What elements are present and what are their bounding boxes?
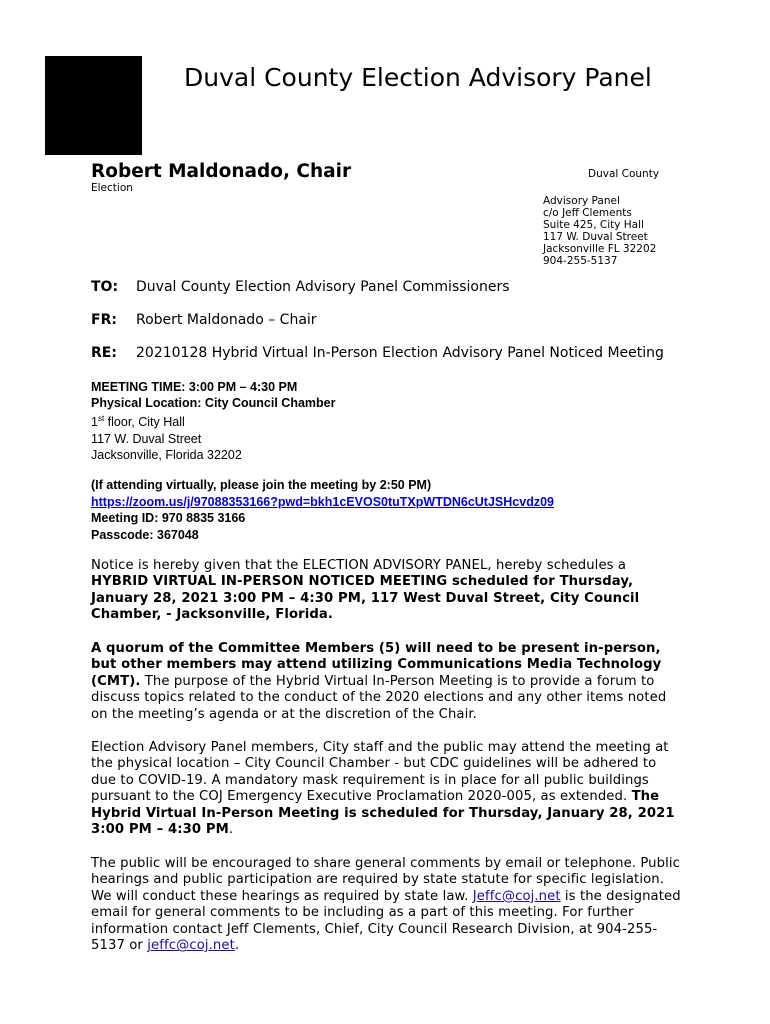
page-title: Duval County Election Advisory Panel [184, 63, 652, 92]
address-line: Jacksonville FL 32202 [543, 243, 657, 256]
meeting-time: MEETING TIME: 3:00 PM – 4:30 PM [91, 380, 298, 394]
memo-from-key: FR: [91, 312, 117, 328]
street-line: 117 W. Duval Street [91, 431, 202, 446]
public-comment-text: The public will be encouraged to share general comments by email or telephone. Public hearings and public participation are required by state statute for specific legislation. We will conduct these hearings as required by state law. [91, 856, 680, 904]
virtual-note: (If attending virtually, please join the meeting by 2:50 PM) [91, 478, 432, 492]
address-line: 904-255-5137 [543, 255, 618, 268]
notice-bold-text: HYBRID VIRTUAL IN-PERSON NOTICED MEETING scheduled for Thursday, January 28, 2021 3:00 PM – 4:30 PM, 117 West Duval Street, City Council Chamber, - Jacksonville, Florida. [91, 574, 640, 623]
floor-rest: floor, City Hall [104, 415, 185, 430]
floor-suffix: st [97, 414, 105, 424]
memo-from-row [91, 312, 317, 328]
attendance-text: Election Advisory Panel members, City staff and the public may attend the meeting at the physical location – City Council Chamber - but CDC guidelines will be adhered to due to COVID-19. A mandatory mask requirement is in place for all public buildings pursuant to the COJ Emergency Executive Proclamation 2020-005, as extended. [91, 740, 669, 805]
floor-number: 1 [91, 415, 98, 430]
address-line: Advisory Panel [543, 195, 620, 207]
memo-from-value: Robert Maldonado – Chair [136, 312, 317, 328]
attendance-bold-text: The Hybrid Virtual In-Person Meeting is scheduled for Thursday, January 28, 2021 3:00 PM – 4:30 PM [91, 789, 675, 838]
physical-location: Physical Location: City Council Chamber [91, 396, 336, 411]
meeting-details [91, 379, 336, 463]
notice-text: Notice is hereby given that the ELECTION ADVISORY PANEL, hereby schedules a [91, 558, 627, 573]
passcode: Passcode: 367048 [91, 527, 199, 542]
address-block [543, 195, 656, 268]
city-line: Jacksonville, Florida 32202 [91, 447, 242, 462]
virtual-details [91, 477, 554, 543]
header-election: Election [91, 182, 133, 194]
floor-line [91, 411, 336, 430]
address-line: c/o Jeff Clements [543, 207, 632, 220]
zoom-link[interactable]: https://zoom.us/j/97088353166?pwd=bkh1cEVOS0tuTXpWTDN6cUtJSHcvdz09 [91, 494, 554, 509]
public-comment-text-2: is the designated email for general comments to be including as a part of this meeting. For further information contact Jeff Clements, Chief, City Council Research Division, at 904-255-5137 or [91, 888, 681, 954]
address-line: Suite 425, City Hall [543, 219, 644, 232]
email-link[interactable]: Jeffc@coj.net [472, 888, 561, 904]
public-comment-paragraph [91, 856, 681, 955]
quorum-paragraph [91, 641, 681, 723]
notice-paragraph [91, 558, 681, 624]
header-county: Duval County [588, 168, 660, 180]
meeting-id: Meeting ID: 970 8835 3166 [91, 511, 246, 526]
quorum-text: The purpose of the Hybrid Virtual In-Person Meeting is to provide a forum to discuss topics related to the conduct of the 2020 elections and any other items noted on the meeting’s agenda or at the discretion of the Chair. [91, 673, 667, 722]
chair-name: Robert Maldonado, Chair [91, 161, 352, 182]
memo-re-key: RE: [91, 345, 117, 361]
email-link-2[interactable]: jeffc@coj.net [147, 938, 235, 954]
memo-to-key: TO: [91, 279, 119, 295]
attendance-paragraph [91, 740, 681, 839]
public-comment-end: . [234, 938, 240, 954]
logo-block [45, 56, 142, 155]
memo-re-row [91, 345, 664, 361]
memo-re-value: 20210128 Hybrid Virtual In-Person Election Advisory Panel Noticed Meeting [136, 345, 664, 361]
memo-to-value: Duval County Election Advisory Panel Commissioners [136, 279, 510, 295]
attendance-end: . [228, 822, 234, 838]
quorum-bold-text: A quorum of the Committee Members (5) will need to be present in-person, but other members may attend utilizing Communications Media Technology (CMT). [91, 641, 662, 689]
address-line: 117 W. Duval Street [543, 231, 648, 244]
memo-to-row [91, 279, 510, 295]
